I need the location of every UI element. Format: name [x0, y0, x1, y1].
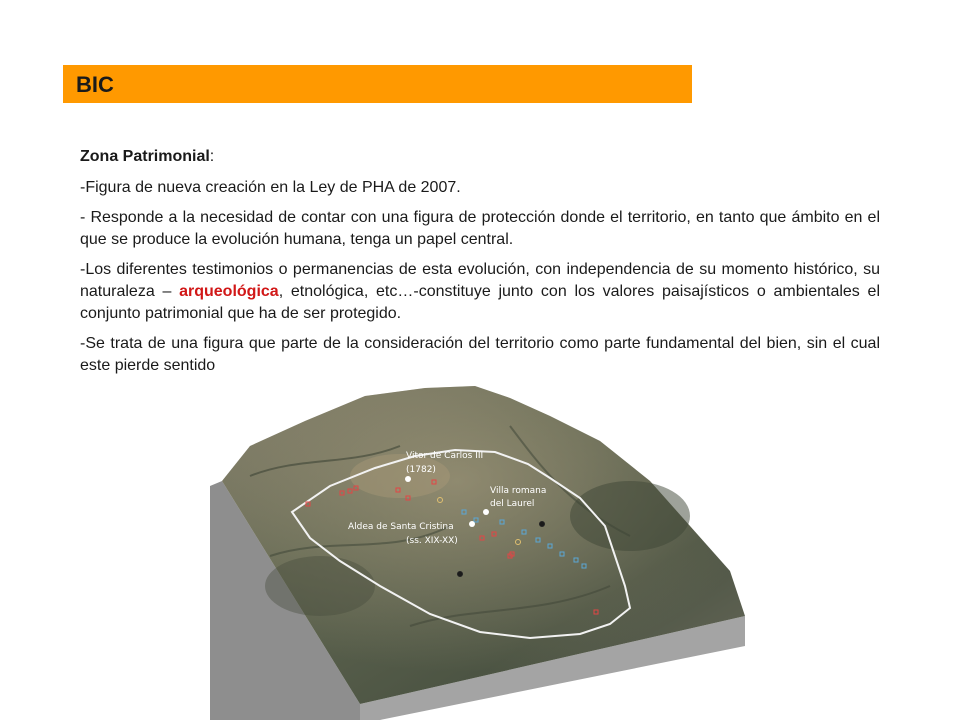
paragraph-3-start: -Los diferentes testimonios o permanencias de esta evolución, con independencia de su momento histórico, su naturaleza –	[80, 261, 880, 300]
terrain-shade-2	[265, 556, 375, 616]
heading-suffix: :	[209, 148, 215, 165]
terrain-map-image	[210, 386, 745, 720]
label-aldea-line1: Aldea de Santa Cristina	[348, 522, 454, 532]
heading-term: Zona Patrimonial	[80, 148, 210, 165]
terrain-shade-1	[570, 481, 690, 551]
vitor-marker	[405, 476, 411, 482]
paragraph-2: - Responde a la necesidad de contar con una figura de protección donde el territorio, en tanto que ámbito en el que se produce la evolución humana, tenga un papel central.	[80, 209, 880, 248]
paragraph-3-end: , etnológica, etc…-constituye junto con los valores paisajísticos o ambientales el conjunto patrimonial que ha de ser protegido.	[80, 283, 880, 322]
paragraph-3	[80, 259, 880, 325]
label-vitor-line2: (1782)	[406, 465, 436, 475]
label-villa-line1: Villa romana	[490, 486, 547, 496]
paragraph-4: -Se trata de una figura que parte de la consideración del territorio como parte fundamental del bien, sin el cual este pierde sentido	[80, 335, 880, 374]
terrain-map	[210, 386, 745, 720]
title-bar	[63, 65, 692, 103]
section-heading	[80, 146, 880, 168]
label-villa-line2: del Laurel	[490, 499, 535, 509]
slide-title: BIC	[76, 72, 114, 97]
aldea-marker	[469, 521, 475, 527]
label-vitor-line1: Vitor de Carlos III	[406, 451, 484, 461]
label-aldea-line2: (ss. XIX-XX)	[406, 536, 458, 546]
content-body	[80, 146, 880, 385]
villa-marker	[483, 509, 489, 515]
paragraph-1: -Figura de nueva creación en la Ley de PHA de 2007.	[80, 179, 461, 196]
highlight-arqueologica: arqueológica	[179, 283, 279, 300]
